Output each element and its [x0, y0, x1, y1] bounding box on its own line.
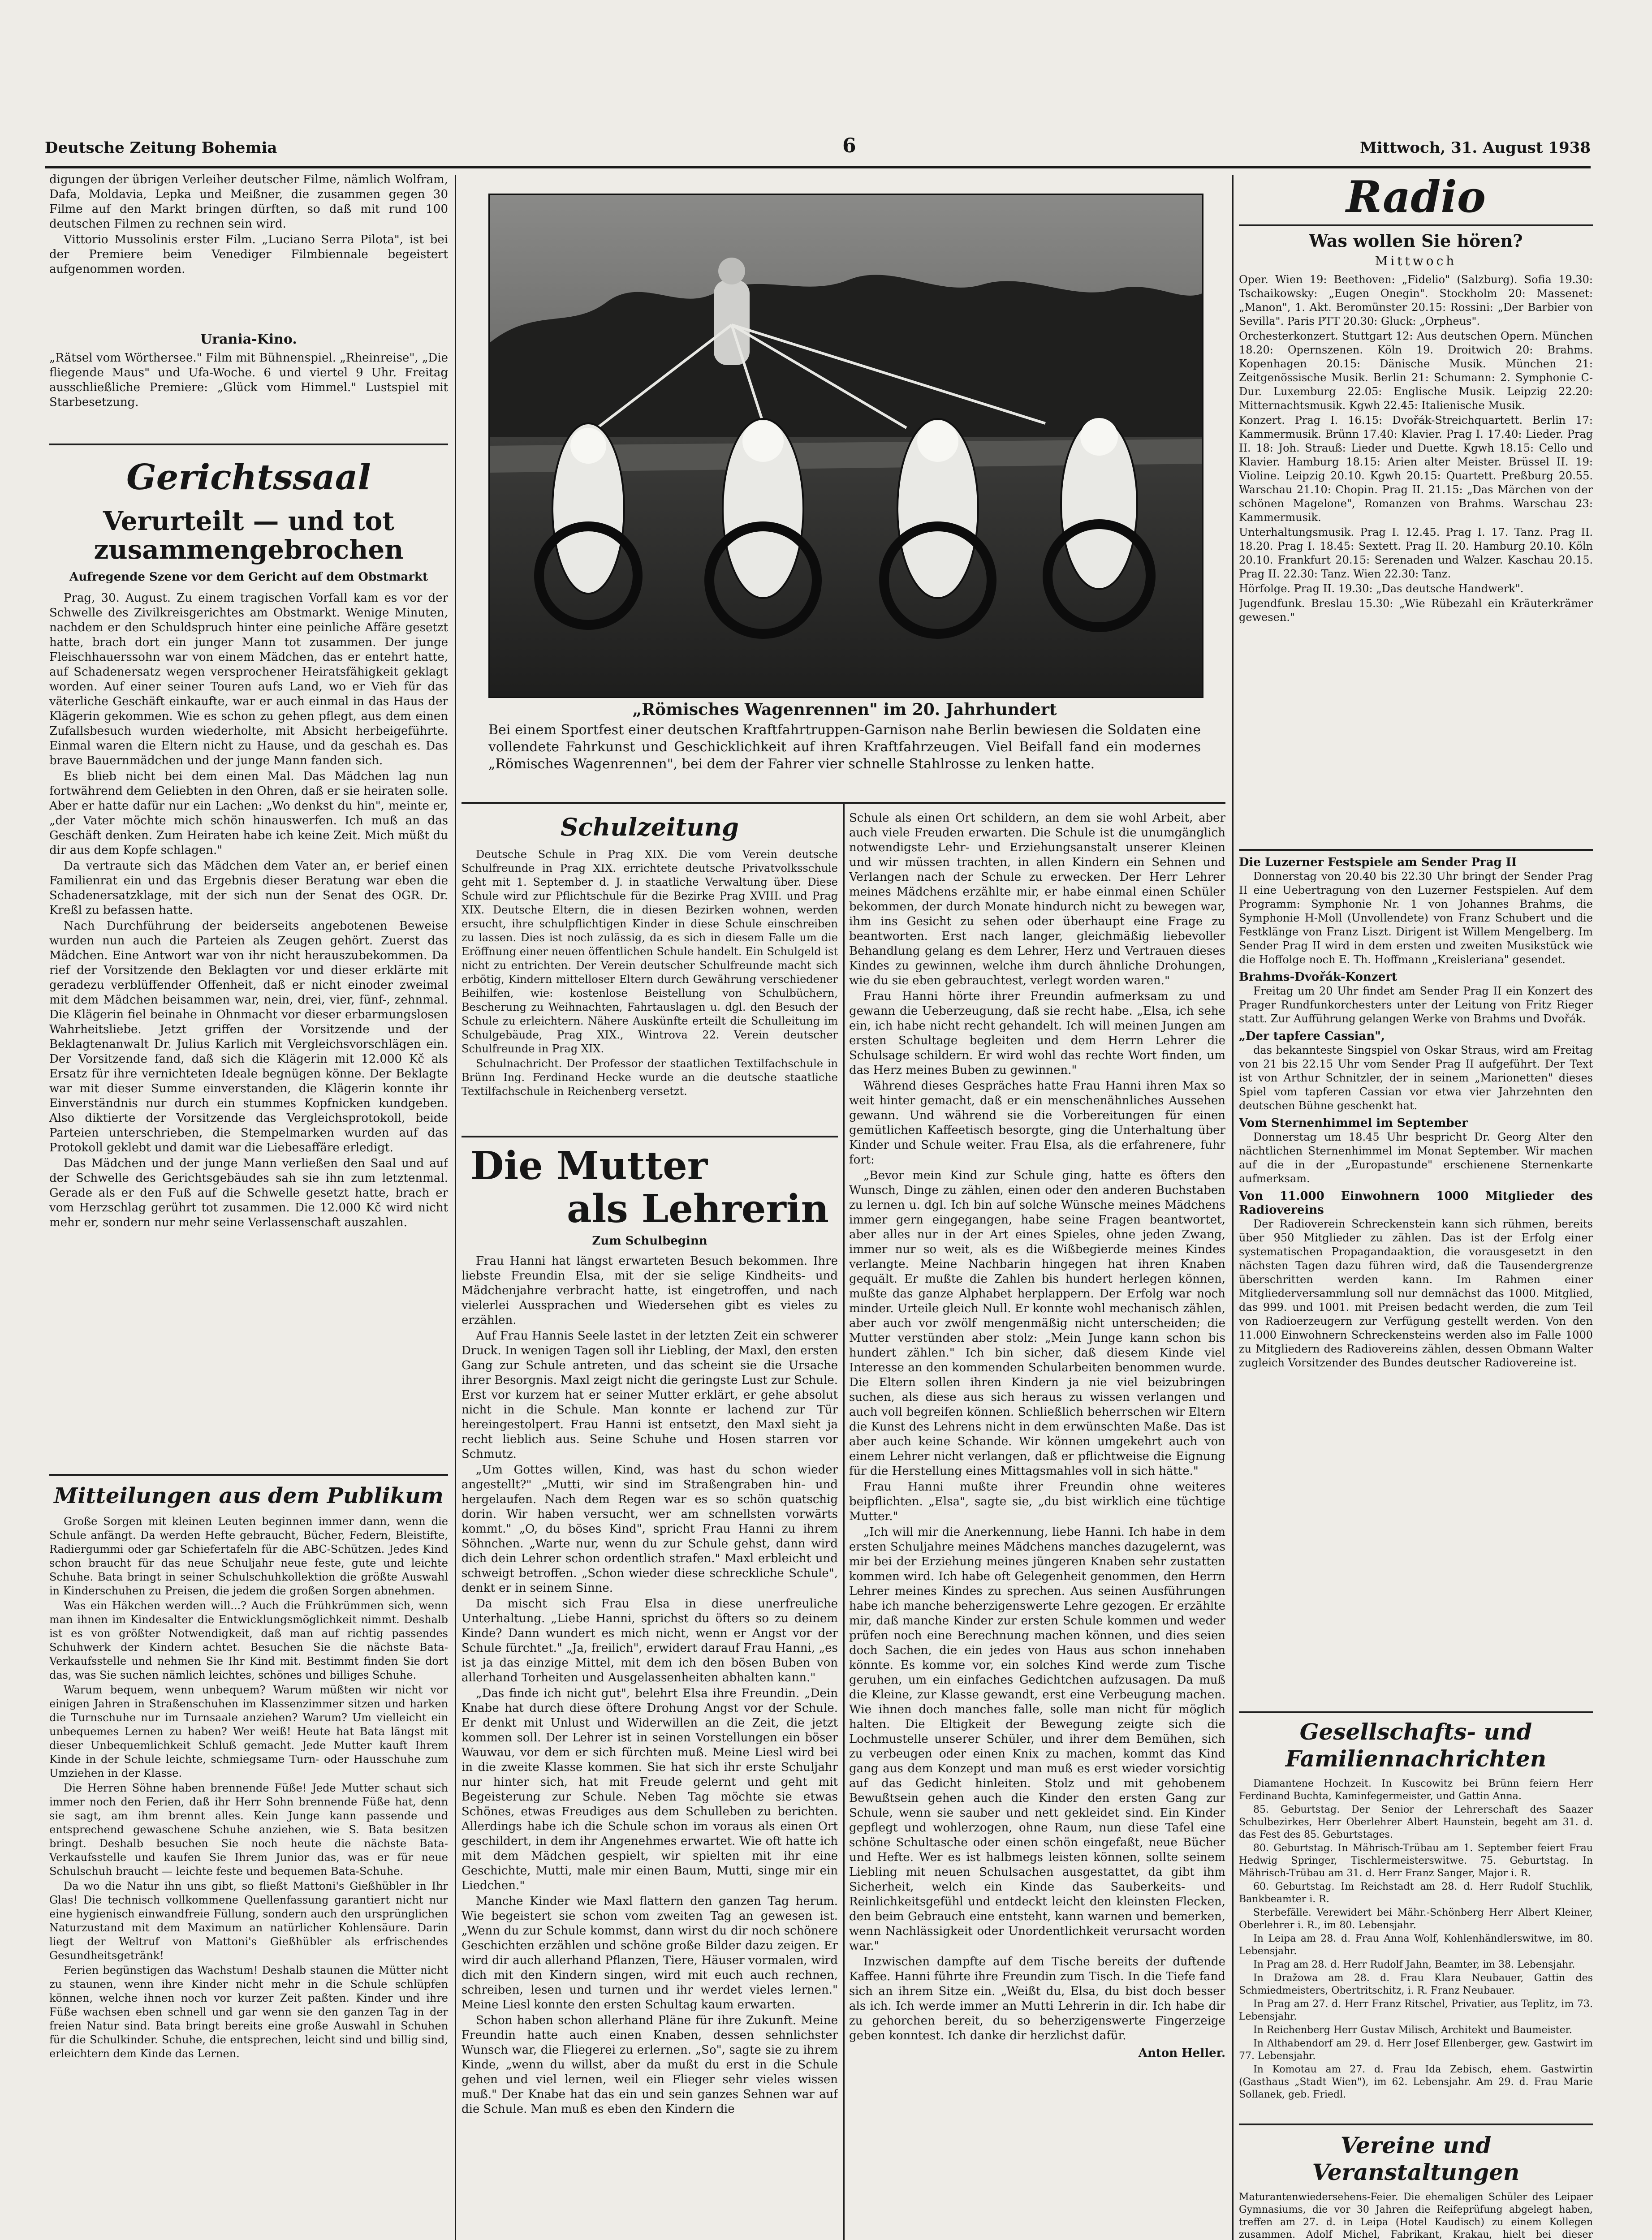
radio-listing: Konzert. Prag I. 16.15: Dvořák-Streichquartett. Berlin 17: Kammermusik. Brünn 17.40: Klavier. Prag I. 17.40: Lieder. Prag II. 18: Joh. Strauß: Lieder und Duette. Kgwh 18.15: Cello und Klavier. Hamburg 18.15: Arien alter Meister. Brüssel II. 19: Violine. Leipzig 20.10. Kgwh 20.15: Quartett. Preßburg 20.55. Warschau 21.10: Chopin. Prag II. 21.15: „Das Märchen von der schönen Magelone", Romanzen von Brahms. Warschau 23: Kammermusik. — [1239, 414, 1593, 524]
page-header — [45, 134, 1591, 168]
luzerner-title: Die Luzerner Festspiele am Sender Prag II — [1239, 856, 1517, 869]
family-notice: In Althabendorf am 29. d. Herr Josef Ellenberger, gew. Gastwirt im 77. Lebensjahr. — [1239, 2038, 1593, 2062]
article-paragraph: Schon haben schon allerhand Pläne für ihre Zukunft. Meine Freundin hatte auch einen Knaben, dessen sehnlichster Wunsch war, die Fliegerei zu erlernen. „So", sagte sie zu ihrem Kinde, „wenn du willst, aber da mußt du erst in die Schule gehen und viel lernen, weil ein Flieger sehr vieles wissen muß." Der Knabe hat das ein und sein ganzes Sehnen war auf die Schule. Man muß es eben den Kindern die — [462, 2014, 838, 2116]
article-paragraph: Manche Kinder wie Maxl flattern den ganzen Tag herum. Wie begeistert sie schon vom zweiten Tag an gewesen ist. „Wenn du zur Schule kommst, dann wirst du dir noch schönere Geschichten erzählen und schöne große Bilder dazu zeigen. Er wird dir auch allerhand Pflanzen, Tiere, Häuser vormalen, wird dich mit den Kindern singen, wird mit euch auch rechnen, schreiben, lesen und turnen und ihr werdet vieles lernen." Meine Liesl konnte den ersten Schultag kaum erwarten. — [462, 1895, 838, 2012]
cassian-text: das bekannteste Singspiel von Oskar Straus, wird am Freitag von 21 bis 22.15 Uhr vom Sender Prag II aufgeführt. Der Text ist von Arthur Schnitzler, der in seinem „Marionetten" dieses Spiel vom tapferen Cassian vor etwa vier Jahrzehnten den deutschen Bühne geschenkt hat. — [1239, 1044, 1593, 1112]
radio-news — [1239, 856, 1593, 1707]
article-paragraph: Auf Frau Hannis Seele lastet in der letzten Zeit ein schwerer Druck. In wenigen Tagen soll ihr Liebling, der Maxl, den ersten Gang zur Schule antreten, und das scheint sie die Ursache ihrer Besorgnis. Maxl zeigt nicht die geringste Lust zur Schule. Erst vor kurzem hat er seiner Mutter erklärt, er gehe absolut nicht in die Schule. Man konnte er lachend zur Tür hereingestolpert. Frau Hanni ist entsetzt, den Maxl sieht ja recht lieblich aus. Seine Schuhe und Hosen starren vor Schmutz. — [462, 1329, 838, 1461]
film-mussolini: Vittorio Mussolinis erster Film. „Luciano Serra Pilota", ist bei der Premiere beim Venediger Filmbiennale begeistert aufgenommen worden. — [49, 233, 448, 276]
photo-roman-chariot-race — [488, 194, 1203, 698]
section-rule — [49, 1474, 448, 1476]
article-paragraph: „Das finde ich nicht gut", belehrt Elsa ihre Freundin. „Dein Knabe hat durch diese öftere Drohung Angst vor der Schule. Er denkt mit Unlust und Widerwillen an die Zeit, die jetzt kommen soll. Der Lehrer ist in seinen Vorstellungen ein böser Wauwau, vor dem er sich fürchten muß. Meine Liesl wird bei in die zweite Klasse kommen. Sie hat sich ihr erste Schuljahr nur hinter sich, hat mit Freude gelernt und geht mit Begeisterung zur Schule. Neben Tag möchte sie etwas Schönes, etwas Freudiges aus dem Schulleben zu berichten. Allerdings habe ich die Schule schon im voraus als einen Ort geschildert, in dem ihr Angenehmes erwartet. Wie oft hatte ich mit dem Mädchen gespielt, wir spielten mit ihr eine Geschichte, Mutti, male mir einen Baum, Mutti, singe mir ein Liedchen." — [462, 1687, 838, 1892]
section-rule — [1239, 2124, 1593, 2125]
cassian-title: „Der tapfere Cassian", — [1239, 1030, 1385, 1043]
article-paragraph: Frau Hanni hörte ihrer Freundin aufmerksam zu und gewann die Ueberzeugung, daß sie recht habe. „Elsa, ich sehe ein, ich habe nicht recht gehandelt. Ich will meinen Jungen am ersten Schultage begleiten und dem Herrn Lehrer die Schulsage schildern. Er wird wohl das rechte Wort finden, um das Herz meines Buben zu gewinnen." — [849, 990, 1225, 1077]
section-rule — [49, 444, 448, 445]
radio-title: Radio — [1346, 172, 1486, 222]
family-notice: 60. Geburtstag. Im Reichstadt am 28. d. Herr Rudolf Stuchlik, Bankbeamter i. R. — [1239, 1881, 1593, 1905]
notice-paragraph: Da wo die Natur ihn uns gibt, so fließt Mattoni's Gießhübler in Ihr Glas! Die technisch vollkommene Quellenfassung garantiert nicht nur eine hygienisch einwandfreie Füllung, sondern auch den ursprünglichen Naturzustand mit dem Maximum an natürlicher Kohlensäure. Darin liegt der Weltruf von Mattoni's Gießhübler als erfrischendes Gesundheitsgetränk! — [49, 1880, 448, 1962]
section-rule — [462, 802, 1225, 804]
article-paragraph: Das Mädchen und der junge Mann verließen den Saal und auf der Schwelle des Gerichtsgebäudes sah sie ihn zum letztenmal. Gerade als er den Fuß auf die Schwelle gesetzt hatte, brach er vom Herzschlag gerührt tot zusammen. Die 12.000 Kč wird nicht mehr er, sondern nur mehr seine Verlassenschaft auszahlen. — [49, 1157, 448, 1229]
photo-caption-text: Bei einem Sportfest einer deutschen Kraftfahrtruppen-Garnison nahe Berlin bewiesen die Soldaten eine vollendete Fahrkunst und Geschicklichkeit auf ihren Kraftfahrzeugen. Viel Beifall fand ein modernes „Römisches Wagenrennen", bei dem der Fahrer vier schnelle Stahlrosse zu lenken hatte. — [488, 722, 1201, 772]
photo-caption — [488, 701, 1201, 797]
notice-paragraph: Große Sorgen mit kleinen Leuten beginnen immer dann, wenn die Schule anfängt. Da werden Hefte gebraucht, Bücher, Federn, Bleistifte, Radiergummi oder gar Schiefertafeln für die ABC-Schützen. Jedes Kind schon braucht für das neue Schuljahr neue feste, gute und leichte Schuhe. Bata bringt in seiner Schulschuhkollektion die größte Auswahl in Kinderschuhen zu Preisen, die jedem die großen Sorgen abnehmen. — [49, 1515, 448, 1597]
gerichtssaal-section — [49, 452, 448, 1469]
vereine-section — [1239, 2130, 1593, 2240]
radio-subtitle: Was wollen Sie hören? — [1309, 231, 1523, 251]
urania-kino — [49, 332, 448, 439]
family-notice: 85. Geburtstag. Der Senior der Lehrerschaft des Saazer Schulbezirkes, Herr Oberlehrer Albert Haunstein, begeht am 31. d. das Fest des 85. Geburtstages. — [1239, 1804, 1593, 1840]
notice-paragraph: Die Herren Söhne haben brennende Füße! Jede Mutter schaut sich immer noch den Ferien, daß ihr Herr Sohn brennende Füße hat, denn sie sagt, am ihm brennt alles. Kein Junge kann passende und entsprechend gewaschene Schuhe anziehen, wie S. Bata besitzen bringt. Deshalb besuchen Sie noch heute die nächste Bata-Verkaufsstelle und kaufen Sie Ihrem Junior das, was er für neue Schulschuh braucht — leichte feste und bequemen Bata-Schuhe. — [49, 1782, 448, 1878]
article-paragraph: Schule als einen Ort schildern, an dem sie wohl Arbeit, aber auch viele Freuden erwarten. Die Schule ist die unumgänglich notwendigste Lehr- und Erziehungsanstalt unserer Kleinen und wir müssen trachten, in allen Kindern ein Sehnen und Verlangen nach der Schule zu erwecken. Der Herr Lehrer meines Mädchens erzählte mir, er habe einmal einen Schüler bekommen, der durch Monate hindurch nicht zu bewegen war, ihm ins Gesicht zu sehen oder überhaupt eine Frage zu beantworten. Erst nach langer, gleichmäßig liebevoller Behandlung gelang es dem Lehrer, Herz und Vertrauen dieses Kindes zu gewinnen, welche ihm durch ähnliche Drohungen, wie du sie eben gebrauchtest, verlegt worden waren." — [849, 811, 1225, 987]
issue-date: Mittwoch, 31. August 1938 — [1360, 139, 1591, 157]
article-paragraph: Frau Hanni hat längst erwarteten Besuch bekommen. Ihre liebste Freundin Elsa, mit der sie selige Kindheits- und Mädchenjahre verbracht hatte, ist eingetroffen, und nach vielerlei Aussprachen und Wiedersehen gibt es vieles zu erzählen. — [462, 1254, 838, 1327]
mutter-subhead: Zum Schulbeginn — [592, 1234, 707, 1248]
vereine-title: Vereine und Veranstaltungen — [1312, 2132, 1520, 2185]
family-notice: In Komotau am 27. d. Frau Ida Zebisch, ehem. Gastwirtin (Gasthaus „Stadt Wien"), im 62. Lebensjahr. Am 29. d. Frau Marie Sollanek, geb. Friedl. — [1239, 2064, 1593, 2100]
brahms-title: Brahms-Dvořák-Konzert — [1239, 970, 1397, 984]
newspaper-name: Deutsche Zeitung Bohemia — [45, 139, 277, 157]
sternen-text: Donnerstag um 18.45 Uhr bespricht Dr. Georg Alter den nächtlichen Sternenhimmel im Monat September. Wir machen auf die in der „Europastunde" erschienene Sternenkarte aufmerksam. — [1239, 1131, 1593, 1185]
article-paragraph: „Um Gottes willen, Kind, was hast du schon wieder angestellt?" „Mutti, wir sind im Straßengraben hin- und hergelaufen. Nach dem Regen war es so schön quatschig dorin. Wir haben versucht, wer am schnellsten vorwärts kommt." „O, du böses Kind", spricht Frau Hanni zu ihrem Söhnchen. „Warte nur, wenn du zur Schule gehst, dann wird dich dein Lehrer schon ordentlich strafen." Maxl erbleicht und schweigt betroffen. „Schon wieder diese schreckliche Schule", denkt er in seinem Sinne. — [462, 1463, 838, 1595]
schulzeitung-title: Schulzeitung — [561, 813, 739, 841]
radioverein-title: Von 11.000 Einwohnern 1000 Mitglieder des Radiovereins — [1239, 1189, 1593, 1217]
radio-day: Mittwoch — [1375, 254, 1457, 268]
verurteilt-subhead: Aufregende Szene vor dem Gericht auf dem Obstmarkt — [69, 570, 428, 584]
radioverein-text: Der Radioverein Schreckenstein kann sich rühmen, bereits über 950 Mitglieder zu zählen. Das ist der Erfolg einer systematischen Propagandaaktion, die vorausgesetzt in den nächsten Tagen dazu führen wird, daß die Tausendergrenze überschritten werden kann. Im Rahmen einer Mitgliederversammlung soll nur demnächst das 1000. Mitglied, das 999. und 1001. mit Preisen bedacht werden, die zum Teil von Radioerzeugern zur Verfügung gestellt werden. Von den 11.000 Einwohnern Schreckensteins werden also im Falle 1000 zu Mitgliedern des Radiovereins zählen, dessen Obmann Walter zugleich Vorsitzender des Bundes deutscher Radiovereine ist. — [1239, 1218, 1593, 1369]
film-news — [49, 172, 448, 325]
family-notice: In Reichenberg Herr Gustav Milisch, Architekt und Baumeister. — [1253, 2025, 1572, 2036]
radio-listing: Jugendfunk. Breslau 15.30: „Wie Rübezahl ein Kräuterkrämer gewesen." — [1239, 597, 1593, 624]
family-notice: In Prag am 27. d. Herr Franz Ritschel, Privatier, aus Teplitz, im 73. Lebensjahr. — [1239, 1999, 1593, 2022]
column-rule — [455, 175, 456, 2240]
section-rule — [1239, 1711, 1593, 1713]
article-paragraph: Prag, 30. August. Zu einem tragischen Vorfall kam es vor der Schwelle des Zivilkreisgerichtes am Obstmarkt. Wenige Minuten, nachdem er den Schuldspruch hinter eine peinliche Affäre gesetzt hatte, brach dort ein junger Mann tot zusammen. Der junge Fleischhauerssohn war von einem Mädchen, das er entehrt hatte, auf Schadenersatz wegen versprochener Heiratsfähigkeit geklagt worden. Auf einer seiner Touren aufs Land, wo er Vieh für das väterliche Geschäft einkaufte, war er auch einmal in das Haus der Klägerin gekommen. Wie es schon zu gehen pflegt, aus dem einen Zufallsbesuch wurden wiederholte, mit Absicht herbeigeführte. Einmal waren die Eltern nicht zu Hause, und da geschah es. Das brave Bauernmädchen und der junge Mann fanden sich. — [49, 591, 448, 767]
article-paragraph: Während dieses Gespräches hatte Frau Hanni ihren Max so weit hinter gemacht, daß er ein menschenähnliches Aussehen gewann. Und während sie die Vorbereitungen für einen gemütlichen Kaffeetisch besorgte, ging die Unterhaltung über Kinder und Schule weiter. Frau Elsa, als die erfahrenere, fuhr fort: — [849, 1079, 1225, 1167]
column-rule — [1232, 175, 1234, 2240]
mitteilungen-title: Mitteilungen aus dem Publikum — [54, 1483, 444, 1508]
article-paragraph: Da vertraute sich das Mädchen dem Vater an, er berief einen Familienrat ein und das Ergebnis dieser Beratung war eben die Schadenersatzklage, mit der sich nun der Senat des OGR. Dr. Kreßl zu befassen hatte. — [49, 859, 448, 917]
radio-section — [1239, 172, 1593, 844]
family-notice: Sterbefälle. Verewidert bei Mähr.-Schönberg Herr Albert Kleiner, Oberlehrer i. R., im 80. Lebensjahr. — [1239, 1907, 1593, 1931]
school-news-paragraph: Deutsche Schule in Prag XIX. Die vom Verein deutsche Schulfreunde in Prag XIX. errichtete deutsche Privatvolksschule geht mit 1. September d. J. in staatliche Verwaltung über. Diese Schule wird zur Pflichtschule für die Bezirke Prag XVIII. und Prag XIX. Deutsche Eltern, die in diesen Bezirken wohnen, werden ersucht, ihre schulpflichtigen Kinder in diese Schule einschreiben zu lassen. Dies ist noch zulässig, da es sich in diesem Falle um die Eröffnung einer neuen öffentlichen Schule handelt. Ein Schulgeld ist nicht zu entrichten. Der Verein deutscher Schulfreunde macht sich erbötig, Kindern mittelloser Eltern durch Gewährung verschiedener Beihilfen, wie: kostenlose Beistellung von Schulbüchern, Bescherung zu Weihnachten, Fahrtauslagen u. dgl. den Besuch der Schule zu erleichtern. Nähere Auskünfte erteilt die Schulleitung im Schulgebäude, Prag XIX., Wintrova 22. Verein deutscher Schulfreunde in Prag XIX. — [462, 848, 838, 1055]
column-rule — [843, 804, 845, 2240]
page-number: 6 — [842, 134, 856, 157]
radio-listing: Orchesterkonzert. Stuttgart 12: Aus deutschen Opern. München 18.20: Opernszenen. Köln 19. Droitwich 20: Brahms. Kopenhagen 20.15: Dänische Musik. München 21: Zeitgenössische Musik. Berlin 21: Schumann: 2. Symphonie C-Dur. Luxemburg 22.05: Englische Musik. Leipzig 22.20: Mitternachtsmusik. Kgwh 22.45: Italienische Musik. — [1239, 330, 1593, 412]
article-paragraph: Inzwischen dampfte auf dem Tische bereits der duftende Kaffee. Hanni führte ihre Freundin zum Tisch. In die Tiefe fand sich an ihrem Sitze ein. „Weißt du, Elsa, du bist doch besser als ich. Ich werde immer an Mutti Lehrerin in dir. Ich habe dir zu gehorchen bereit, du so beherzigenswerte Fingerzeige geben konntest. Ich danke dir herzlichst dafür. — [849, 1955, 1225, 2042]
film-intro: digungen der übrigen Verleiher deutscher Filme, nämlich Wolfram, Dafa, Moldavia, Lepka und Meißner, die zusammen gegen 30 Filme auf den Markt bringen dürften, so daß mit rund 100 deutschen Filmen zu rechnen sein wird. — [49, 173, 448, 231]
section-rule — [462, 1136, 838, 1137]
verurteilt-headline: Verurteilt — und tot zusammengebrochen — [94, 506, 404, 565]
mutter-headline-line1: Die Mutter — [470, 1145, 708, 1189]
family-notice: In Prag am 28. d. Herr Rudolf Jahn, Beamter, im 38. Lebensjahr. — [1253, 1959, 1575, 1970]
family-notice: In Leipa am 28. d. Frau Anna Wolf, Kohlenhändlerswitwe, im 80. Lebensjahr. — [1239, 1933, 1593, 1957]
gesellschaft-title: Gesellschafts- und Familiennachrichten — [1285, 1719, 1547, 1772]
luzerner-text: Donnerstag von 20.40 bis 22.30 Uhr bringt der Sender Prag II eine Uebertragung von den Luzerner Festspielen. Auf dem Programm: Symphonie Nr. 1 von Johannes Brahms, die Symphonie H-Moll (Unvollendete) von Franz Schubert und die Festklänge von Franz Liszt. Dirigent ist Willem Mengelberg. Im Sender Prag II wird in dem ersten und zweiten Musikstück wie die Hoffolge noch E. Th. Hoffmann „Kreisleriana" gesendet. — [1239, 870, 1593, 966]
mutter-article-part1 — [462, 1145, 838, 2240]
urania-text: „Rätsel vom Wörthersee." Film mit Bühnenspiel. „Rheinreise", „Die fliegende Maus" und Ufa-Woche. 6 und viertel 9 Uhr. Freitag ausschließliche Premiere: „Glück vom Himmel." Lustspiel mit Starbesetzung. — [49, 351, 448, 409]
urania-title: Urania-Kino. — [200, 332, 297, 347]
article-paragraph: Da mischt sich Frau Elsa in diese unerfreuliche Unterhaltung. „Liebe Hanni, sprichst du öfters so zu deinem Kinde? Dann wundert es mich nicht, wenn er Angst vor der Schule fürchtet." „Ja, freilich", erwidert darauf Frau Hanni, „es ist ja das einzige Mittel, mit dem ich den bösen Buben von allerhand Torheiten und Ausgelassenheiten abhalten kann." — [462, 1597, 838, 1684]
article-paragraph: Nach Durchführung der beiderseits angebotenen Beweise wurden nun auch die Parteien als Zeugen gehört. Zuerst das Mädchen. Eine Antwort war von ihr nicht herauszubekommen. Da rief der Vorsitzende den Beklagten vor und dieser erklärte mit geradezu verblüffender Offenheit, daß er nicht einoder zweimal mit dem Mädchen beisammen war, nein, drei, vier, fünf-, zehnmal. Die Klägerin fiel beinahe in Ohnmacht vor dieser erbarmungslosen Wahrheitsliebe. Jetzt griffen der Vorsitzende und der Beklagtenanwalt Dr. Julius Karlich mit Vergleichsvorschlägen ein. Der Vorsitzende fand, daß sich die Klägerin mit 12.000 Kč als Ersatz für ihre vernichteten Ideale begnügen könne. Der Beklagte war mit dieser Summe einverstanden, die Klägerin konnte ihr Einverständnis nur durch ein stummes Kopfnicken kundgeben. Also diktierte der Vorsitzende das Vergleichsprotokoll, beide Parteien unterschrieben, die Stempelmarken wurden auf das Protokoll geklebt und damit war die Liebesaffäre erledigt. — [49, 919, 448, 1154]
vereine-text: Maturantenwiedersehens-Feier. Die ehemaligen Schüler des Leipaer Gymnasiums, die vor 30 Jahren die Reifeprüfung abgelegt haben, treffen am 27. d. in Leipa (Hotel Kaudisch) zu einem Kollegen zusammen. Adolf Michel, Fabrikant, Krakau, hielt bei dieser — [1239, 2192, 1593, 2240]
article-paragraph: Frau Hanni mußte ihrer Freundin ohne weiteres beipflichten. „Elsa", sagte sie, „du bist wirklich eine tüchtige Mutter." — [849, 1480, 1225, 1523]
sternen-title: Vom Sternenhimmel im September — [1239, 1116, 1468, 1130]
article-author: Anton Heller. — [1138, 2046, 1225, 2060]
gesellschaft-section — [1239, 1716, 1593, 2119]
article-paragraph: „Ich will mir die Anerkennung, liebe Hanni. Ich habe in dem ersten Schuljahre meines Mädchens manches dazugelernt, was mir bei der Erziehung meines jüngeren Knaben sehr zustatten kommen wird. Ich habe oft Gelegenheit genommen, den Herrn Lehrer meines Kindes zu sprechen. Aus seinen Ausführungen habe ich manche beherzigenswerte Lehre gezogen. Er erzählte mir, daß manche Kinder zur ersten Schule kommen und weder prüfen noch eine Berechnung machen können, und dies seien doch Sachen, die ein jedes von Haus aus schon innehaben könnte. Es komme vor, ein solches Kind werde zum Tische geruhen, um ein einfaches Gedichtchen aufzusagen. Da muß die Kleine, zur Klasse gewandt, erst eine Verbeugung machen. Wie ihnen doch manches falle, solle man nicht für möglich halten. Die Eltigkeit der Bewegung zeigte sich die Lochmustelle unserer Schüler, und ihrer dem Bemühen, sich zu verbeugen oder einen Knix zu machen, kommt das Kind gang aus dem Konzept und man muß es erst wieder vorsichtig auf das Gedicht hinleiten. Stolz und mit gehobenem Bewußtsein gehen auch die Kinder den ersten Gang zur Schule, wenn sie sauber und nett gekleidet sind. Ein Kinder gepflegt und wohlerzogen, ohne Raum, nun diese Tafel eine schöne Schultasche oder einen schön eingefaßt, neue Bücher und Hefte. Wer es ist halbmegs leisten können, sollte seinem Liebling mit neuen Schulsachen ausgestattet, da gibt ihm Sicherheit, welch ein Kinde das Sauberkeits- und Reinlichkeitsgefühl und entdeckt leicht den kleinsten Flecken, den beim Gebrauch eine entsteht, kann warnen und bemerken, wenn Nachlässigkeit oder Unordentlichkeit verursacht worden war." — [849, 1525, 1225, 1953]
mutter-headline-line2: als Lehrerin — [567, 1186, 829, 1232]
mitteilungen-section — [49, 1481, 448, 2240]
family-notice: 80. Geburtstag. In Mährisch-Trübau am 1. September feiert Frau Hedwig Springer, Tischlermeisterswitwe. 75. Geburtstag. In Mährisch-Trübau am 31. d. Herr Franz Sanger, Major i. R. — [1239, 1843, 1593, 1879]
notice-paragraph: Ferien begünstigen das Wachstum! Deshalb staunen die Mütter nicht zu staunen, wenn ihre Kinder nicht mehr in die Schule schlüpfen können, welche ihnen noch vor kurzer Zeit paßten. Kinder und ihre Füße wachsen eben schnell und gar wenn sie den ganzen Tag in der freien Natur sind. Bata bringt bereits eine große Auswahl in Schuhen für die Schulkinder. Schuhe, die entsprechen, leicht sind und billig sind, erleichtern dem Kinde das Lernen. — [49, 1964, 448, 2060]
article-paragraph: Es blieb nicht bei dem einen Mal. Das Mädchen lag nun fortwährend dem Geliebten in den Ohren, daß er sie heiraten solle. Aber er hatte dafür nur ein Lachen: „Wo denkst du hin", meinte er, „der Vater möchte mich schön hinauswerfen. Ich muß an das Geschäft denken. Zum Heiraten habe ich keine Zeit. Mich müßt du dir aus dem Kopfe schlagen." — [49, 770, 448, 857]
photo-caption-title: „Römisches Wagenrennen" im 20. Jahrhundert — [632, 701, 1057, 719]
gerichtssaal-title: Gerichtssaal — [126, 457, 371, 498]
radio-listing: Oper. Wien 19: Beethoven: „Fidelio" (Salzburg). Sofia 19.30: Tschaikowsky: „Eugen Onegin". Stockholm 20: Massenet: „Manon", 1. Akt. Beromünster 20.15: Rossini: „Der Barbier von Sevilla". Paris PTT 20.30: Gluck: „Orpheus". — [1239, 273, 1593, 327]
notice-paragraph: Was ein Häkchen werden will...? Auch die Frühkrümmen sich, wenn man ihnen im Kindesalter die Entwicklungsmöglichkeit nimmt. Deshalb ist es von größter Notwendigkeit, daß man auf richtig passendes Schuhwerk der Kindern achtet. Besuchen Sie die nächste Bata-Verkaufsstelle und nehmen Sie Ihr Kind mit. Bestimmt finden Sie dort das, was Sie suchen nämlich leichtes, schönes und billiges Schuhe. — [49, 1599, 448, 1681]
radio-listing: Hörfolge. Prag II. 19.30: „Das deutsche Handwerk". — [1239, 582, 1524, 595]
family-notice: In Dražowa am 28. d. Frau Klara Neubauer, Gattin des Schmiedmeisters, Obertritschitz, i. R. Franz Neubauer. — [1239, 1973, 1593, 1996]
article-paragraph: „Bevor mein Kind zur Schule ging, hatte es öfters den Wunsch, Dinge zu zählen, einen oder den anderen Buchstaben zu lernen u. dgl. Ich bin auf solche Wünsche meines Mädchens immer gern eingegangen, habe seine Fragen beantwortet, aber alles nur in der Art eines Spieles, ohne jeden Zwang, immer nur so weit, als es die Wißbegierde meines Kindes verlangte. Meine Nachbarin hingegen hat ihren Knaben gequält. Er mußte die Zahlen bis hundert herlegen können, mußte das ganze Alphabet herplappern. Der Erfolg war noch minder. Urteile gleich Null. Er konnte wohl mechanisch zählen, aber auch vor zwölf mengenmäßig nicht unterscheiden; die Mutter verstünden aber stolz: „Mein Junge kann schon bis hundert zählen." Ich bin sicher, daß diesem Kinde viel Interesse an den kommenden Schularbeiten benommen wurde. Die Eltern sollen ihren Kindern ja nie viel beizubringen suchen, als diese aus sich heraus zu wissen verlangen und auch voll begreifen können. Schließlich beherrschen wir Eltern die Kunst des Lehrens nicht in dem erwünschten Maße. Das ist aber auch keine Schande. Wir können umgekehrt auch von einem Lehrer nicht verlangen, daß er pflichtweise die Eignung für die Herstellung eines Mittagsmahles voll in sich hätte." — [849, 1169, 1225, 1478]
schulzeitung-section — [462, 811, 838, 1133]
notice-paragraph: Warum bequem, wenn unbequem? Warum müßten wir nicht vor einigen Jahren in Straßenschuhen im Klassenzimmer sitzen und harken die Turnschuhe nur im Turnsaale anziehen? Warum? Um vielleicht ein unbequemes Lernen zu haben? Wer weiß! Heute hat Bata längst mit dieser Unbequemlichkeit Schluß gemacht. Jede Mutter kauft Ihrem Kinde in der Schule leichte, schmiegsame Turn- oder Hausschuhe zum Umziehen in der Klasse. — [49, 1684, 448, 1779]
section-rule — [1239, 849, 1593, 851]
radio-listing: Unterhaltungsmusik. Prag I. 12.45. Prag I. 17. Tanz. Prag II. 18.20. Prag I. 18.45: Sextett. Prag II. 20. Hamburg 20.10. Köln 20.10. Frankfurt 20.15: Serenaden und Walzer. Kaschau 20.15. Prag II. 22.30: Tanz. Wien 22.30: Tanz. — [1239, 526, 1593, 580]
motorcycle-photo-image — [490, 195, 1202, 697]
mutter-article-part2 — [849, 811, 1225, 2240]
family-notice: Diamantene Hochzeit. In Kuscowitz bei Brünn feiern Herr Ferdinand Buchta, Kaminfegermeister, und Gattin Anna. — [1239, 1778, 1593, 1802]
school-news-paragraph: Schulnachricht. Der Professor der staatlichen Textilfachschule in Brünn Ing. Ferdinand Hecke wurde an die deutsche staatliche Textilfachschule in Reichenberg versetzt. — [462, 1057, 838, 1098]
section-rule — [1239, 224, 1593, 226]
brahms-text: Freitag um 20 Uhr findet am Sender Prag II ein Konzert des Prager Rundfunkorchesters unter der Leitung von Fritz Rieger statt. Zur Aufführung gelangen Werke von Brahms und Dvořák. — [1239, 985, 1593, 1025]
